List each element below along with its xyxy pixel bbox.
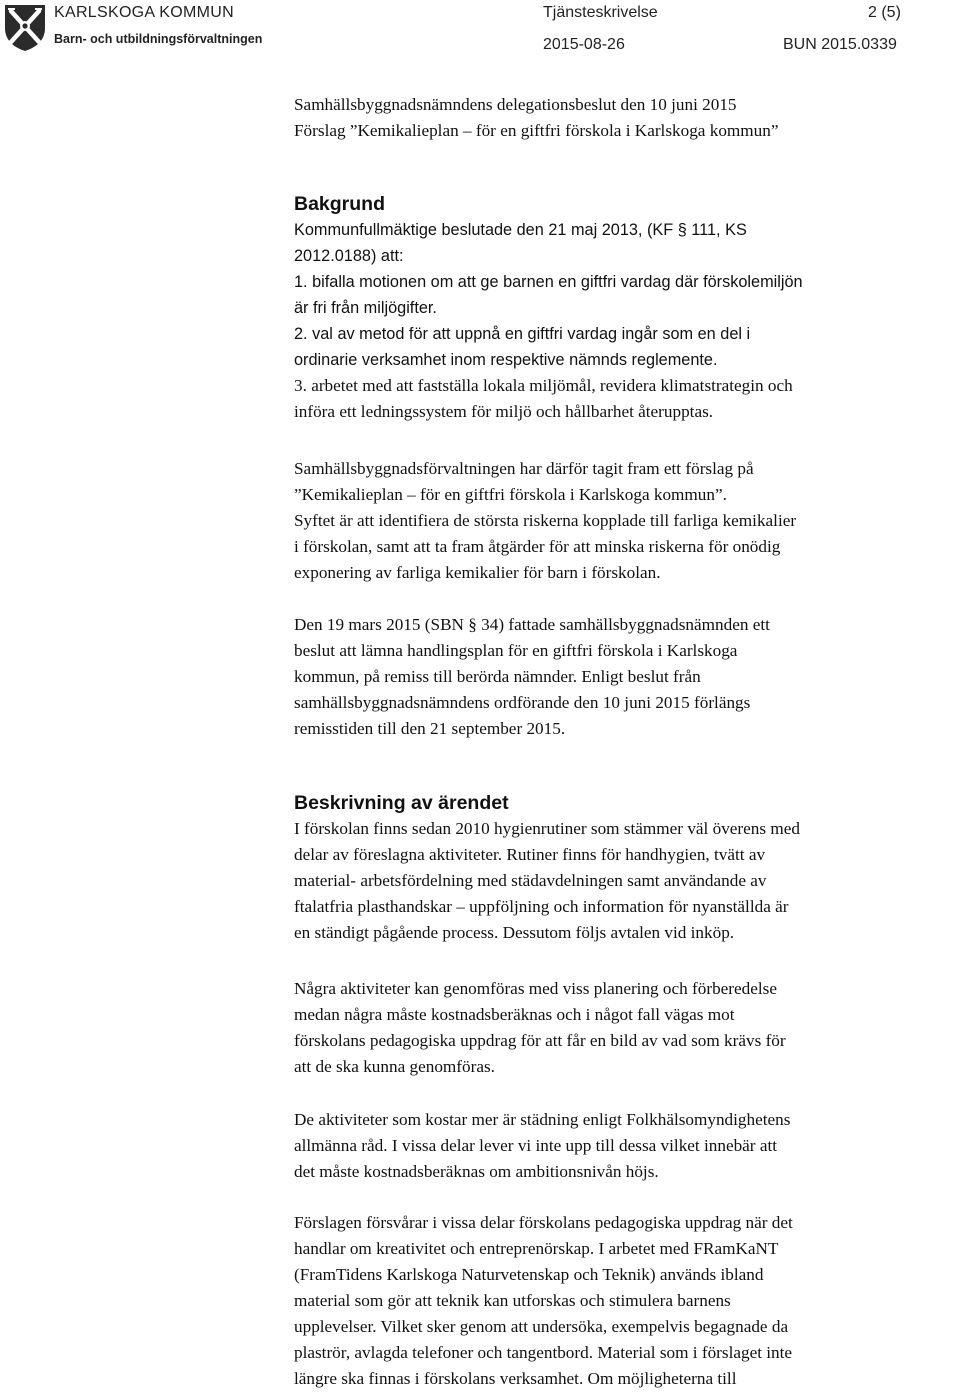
text-line: i förskolan, samt att ta fram åtgärder för att minska riskerna för onödig xyxy=(294,537,781,556)
text-line: en ständigt pågående process. Dessutom följs avtalen vid inköp. xyxy=(294,923,735,942)
text-line: Den 19 mars 2015 (SBN § 34) fattade samhällsbyggnadsnämnden ett xyxy=(294,615,770,634)
paragraph xyxy=(294,456,958,586)
section-heading: Beskrivning av ärendet xyxy=(294,792,509,814)
text-line: upplevelser. Vilket sker genom att undersöka, exempelvis begagnade da xyxy=(294,1317,789,1336)
department-name: Barn- och utbildningsförvaltningen xyxy=(54,32,263,46)
text-line: De aktiviteter som kostar mer är städning enligt Folkhälsomyndighetens xyxy=(294,1110,791,1129)
text-line: material- arbetsfördelning med städavdelningen samt användande av xyxy=(294,871,767,890)
municipal-crest-icon xyxy=(0,2,50,52)
text-line: Kommunfullmäktige beslutade den 21 maj 2013, (KF § 111, KS xyxy=(294,221,747,239)
text-line: material som gör att teknik kan utforskas och stimulera barnens xyxy=(294,1291,731,1310)
text-line: exponering av farliga kemikalier för barn i förskolan. xyxy=(294,563,661,582)
text-line: plaströr, avlagda telefoner och tangentbord. Material som i förslaget inte xyxy=(294,1343,793,1362)
text-line: remisstiden till den 21 september 2015. xyxy=(294,719,566,738)
text-line: Förslagen försvårar i vissa delar förskolans pedagogiska uppdrag när det xyxy=(294,1213,793,1232)
text-line: ”Kemikalieplan – för en giftfri förskola i Karlskoga kommun”. xyxy=(294,485,727,504)
text-line: ftalatfria plasthandskar – uppföljning och information för nyanställda är xyxy=(294,897,789,916)
text-line: I förskolan finns sedan 2010 hygienrutiner som stämmer väl överens med xyxy=(294,819,800,838)
page-number: 2 (5) xyxy=(868,4,901,21)
paragraph xyxy=(294,976,958,1080)
doc-date: 2015-08-26 xyxy=(543,36,625,53)
text-line: allmänna råd. I vissa delar lever vi inte upp till dessa vilket innebär att xyxy=(294,1136,778,1155)
intro-line: Förslag ”Kemikalieplan – för en giftfri förskola i Karlskoga kommun” xyxy=(294,121,779,140)
paragraph xyxy=(294,1210,958,1392)
doc-type: Tjänsteskrivelse xyxy=(543,4,658,21)
text-line: handlar om kreativitet och entreprenörskap. I arbetet med FRamKaNT xyxy=(294,1239,779,1258)
text-line: längre ska finnas i förskolans verksamhet. Om möjligheterna till xyxy=(294,1369,737,1388)
org-name: KARLSKOGA KOMMUN xyxy=(54,4,234,21)
text-line: förskolans pedagogiska uppdrag för att får en bild av vad som krävs för xyxy=(294,1031,786,1050)
list-item-1: 1. bifalla motionen om att ge barnen en giftfri vardag där förskolemiljön xyxy=(294,273,803,291)
text-line: medan några måste kostnadsberäknas och i något fall vägas mot xyxy=(294,1005,735,1024)
list-item-2: 2. val av metod för att uppnå en giftfri vardag ingår som en del i xyxy=(294,325,751,343)
text-line: beslut att lämna handlingsplan för en giftfri förskola i Karlskoga xyxy=(294,641,738,660)
section-bakgrund xyxy=(294,191,958,425)
text-line: kommun, på remiss till berörda nämnder. Enligt beslut från xyxy=(294,667,701,686)
list-item-2-cont: ordinarie verksamhet inom respektive nämnds reglemente. xyxy=(294,351,718,369)
text-line: det måste kostnadsberäknas om ambitionsnivån höjs. xyxy=(294,1162,659,1181)
text-line: Samhällsbyggnadsförvaltningen har därför tagit fram ett förslag på xyxy=(294,459,754,478)
section-heading: Bakgrund xyxy=(294,193,386,215)
list-item-3-cont: införa ett ledningssystem för miljö och hållbarhet återupptas. xyxy=(294,402,714,421)
paragraph xyxy=(294,1107,958,1185)
text-line: delar av föreslagna aktiviteter. Rutiner finns för handhygien, tvätt av xyxy=(294,845,766,864)
text-line: att de ska kunna genomföras. xyxy=(294,1057,495,1076)
text-line: Syftet är att identifiera de största riskerna kopplade till farliga kemikalier xyxy=(294,511,797,530)
paragraph xyxy=(294,612,958,742)
list-item-1-cont: är fri från miljögifter. xyxy=(294,299,437,317)
doc-reference: BUN 2015.0339 xyxy=(783,36,897,53)
intro-line: Samhällsbyggnadsnämndens delegationsbeslut den 10 juni 2015 xyxy=(294,95,737,114)
section-beskrivning xyxy=(294,790,958,946)
letterhead xyxy=(0,0,263,56)
text-line: 2012.0188) att: xyxy=(294,247,404,265)
text-line: (FramTidens Karlskoga Naturvetenskap och Teknik) används ibland xyxy=(294,1265,764,1284)
text-line: samhällsbyggnadsnämndens ordförande den 10 juni 2015 förlängs xyxy=(294,693,751,712)
intro-block xyxy=(294,92,958,144)
list-item-3: 3. arbetet med att fastställa lokala miljömål, revidera klimatstrategin och xyxy=(294,376,793,395)
text-line: Några aktiviteter kan genomföras med viss planering och förberedelse xyxy=(294,979,777,998)
